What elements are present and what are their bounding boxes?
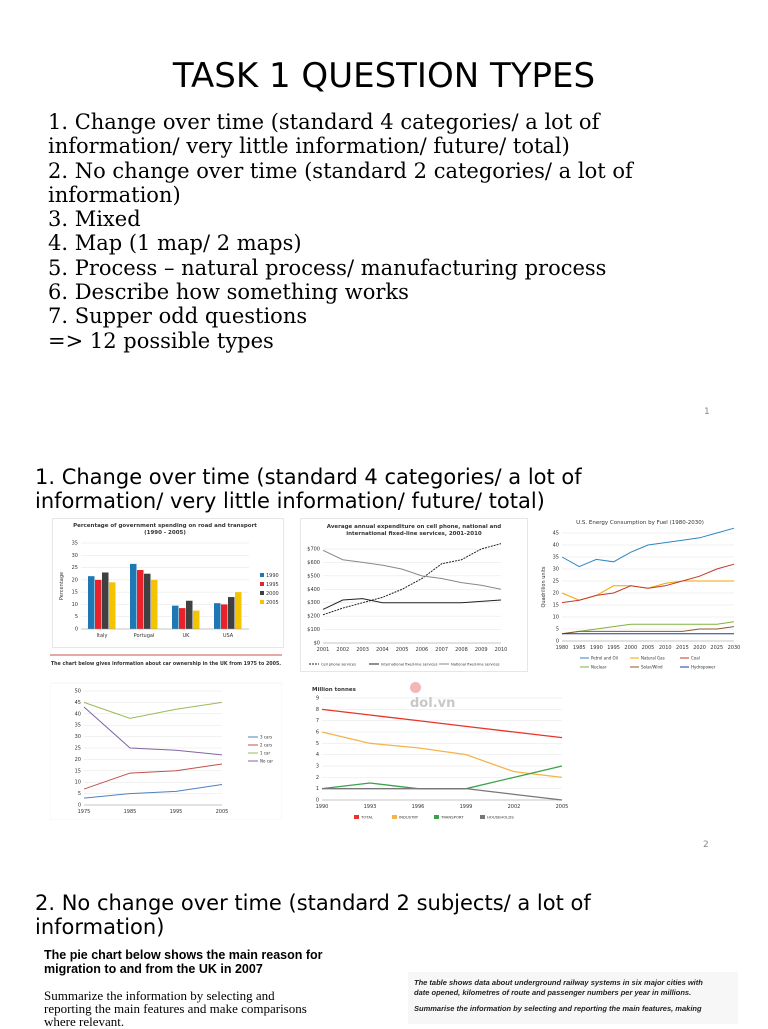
y-tick-label: 5 [77,791,81,798]
y-tick-label: 2 [315,774,319,781]
list-item: 7. Supper odd questions [48,304,308,329]
legend-label: 2000 [266,591,279,597]
x-tick-label: 2025 [710,645,724,651]
legend-swatch [260,573,264,577]
bar [172,606,179,629]
x-tick-label: Portugal [133,633,155,639]
y-tick-label: 5 [555,626,559,633]
list-item: information/ very little information/ future/ total) [48,134,570,159]
legend-label: 3 cars [260,734,273,740]
legend-label: Coal [691,655,700,661]
legend-label: HOUSEHOLDS [487,814,514,820]
x-tick-label: 2005 [215,809,229,815]
x-tick-label: 2001 [316,647,330,653]
heading-line: information/ very little information/ future/ total) [35,489,545,513]
legend-label: Cell phone services [321,662,356,667]
chart-title: international fixed-line services, 2001-2010 [346,531,482,537]
instruction-line: where relevant. [44,1014,125,1029]
x-tick-label: 1985 [572,645,586,651]
table-text-line: date opened, kilometres of route and passenger numbers per year in millions. [414,988,692,997]
x-tick-label: 2005 [395,647,409,653]
y-tick-label: 5 [74,614,78,621]
y-tick-label: $300 [307,600,320,607]
chart-frame [50,683,282,820]
bar [193,611,200,629]
legend-label: 1990 [266,573,279,579]
y-tick-label: $500 [307,573,320,580]
legend-swatch [260,591,264,595]
legend-label: International fixed-line services [381,662,438,667]
y-tick-label: 0 [555,638,559,645]
prompt-line: migration to and from the UK in 2007 [44,962,263,976]
bar [130,564,137,629]
x-tick-label: 1990 [315,804,329,810]
legend-label: 2005 [266,600,279,606]
bar [214,603,221,629]
series-line-nuclear [562,622,734,634]
bar [228,597,235,629]
page-number: 1 [704,407,710,417]
legend-swatch [260,600,264,604]
y-tick-label: 0 [74,626,78,633]
y-tick-label: 50 [74,688,81,695]
y-tick-label: 30 [552,566,559,573]
x-tick-label: 2005 [641,645,655,651]
y-tick-label: $700 [307,546,320,553]
x-tick-label: 1996 [411,804,425,810]
x-tick-label: 2002 [507,804,521,810]
bar [95,580,102,629]
y-tick-label: 7 [315,718,319,725]
y-tick-label: 35 [71,540,78,547]
table-text-line: Summarise the information by selecting and reporting the main features, making [414,1004,702,1013]
y-tick-label: $0 [313,640,320,647]
x-tick-label: 2020 [693,645,706,651]
x-tick-label: 2008 [455,647,468,653]
question-types-list [48,110,633,353]
list-item: 3. Mixed [48,207,141,232]
y-tick-label: $400 [307,586,320,593]
y-tick-label: 45 [74,699,81,706]
list-item: information) [48,182,181,207]
y-tick-label: 40 [74,711,81,718]
y-tick-label: 25 [71,565,78,572]
pie-chart-prompt [44,948,384,976]
watermark-text: dol.vn [410,696,456,711]
legend-label: Natural Gas [641,655,665,661]
x-tick-label: UK [182,633,190,639]
x-tick-label: 1990 [590,645,603,651]
series-line-international-fixed-line-services [323,599,501,610]
x-tick-label: Italy [96,633,108,639]
y-tick-label: 9 [315,695,319,702]
pie-chart-instructions [44,989,389,1028]
list-item: 6. Describe how something works [48,280,409,305]
table-text-line: The table shows data about underground railway systems in six major cities with [414,978,703,987]
section-heading [35,891,591,939]
heading-line: information) [35,915,165,939]
instruction-line: Summarize the information by selecting and [44,988,275,1003]
x-tick-label: 2005 [555,804,569,810]
x-tick-label: 1999 [459,804,473,810]
legend-label: 1 car [260,750,271,756]
legend-label: INDUSTRY [399,814,419,820]
x-tick-label: 2009 [474,647,488,653]
series-line-coal [562,564,734,602]
page-number: 2 [703,840,709,850]
prompt-line: The pie chart below shows the main reason for [44,948,323,962]
x-tick-label: 1995 [607,645,620,651]
bar [102,572,109,629]
series-line-total [322,709,562,737]
y-tick-label: 0 [315,797,319,804]
bar [137,570,144,629]
list-item: => 12 possible types [48,328,274,353]
table-question-box [408,972,738,1024]
chart-title: The chart below gives information about car ownership in the UK from 1975 to 2005. [50,662,282,667]
watermark [410,681,460,711]
x-tick-label: 1995 [169,809,183,815]
bar [186,601,193,629]
y-tick-label: 4 [315,752,319,759]
bar [235,592,242,629]
y-tick-label: 10 [552,614,559,621]
legend-label: Solar/Wind [641,664,663,670]
bar [179,608,186,629]
y-tick-label: 15 [552,602,559,609]
series-line-cell-phone-services [323,544,501,615]
x-tick-label: 2030 [727,645,740,651]
chart-title: U.S. Energy Consumption by Fuel (1980-2030) [576,520,704,526]
chart-title: Average annual expenditure on cell phone, national and [326,524,502,530]
y-tick-label: 20 [74,756,81,763]
y-tick-label: 6 [315,729,319,736]
legend-swatch [434,815,439,819]
x-tick-label: 2010 [658,645,672,651]
x-tick-label: 1980 [555,645,569,651]
y-tick-label: 30 [74,734,81,741]
y-tick-label: 35 [552,554,559,561]
table-question-text [408,972,738,1014]
logo-icon [410,682,421,693]
y-tick-label: 0 [77,802,81,809]
heading-line: 2. No change over time (standard 2 subjects/ a lot of [35,891,591,915]
x-tick-label: 2002 [336,647,350,653]
series-line-petrol-and-oil [562,528,734,566]
y-tick-label: 5 [315,740,319,747]
y-tick-label: 8 [315,706,319,713]
y-axis-label: Million tonnes [312,687,356,693]
y-tick-label: $100 [307,627,320,634]
list-item: 1. Change over time (standard 4 categories/ a lot of [48,110,600,134]
x-tick-label: 2000 [624,645,638,651]
chart-title: Percentage of government spending on road and transport [73,523,257,529]
legend-label: National fixed-line services [451,662,500,667]
bar [144,574,151,629]
heading-line: 1. Change over time (standard 4 categories/ a lot of [35,465,582,489]
x-tick-label: 1975 [77,809,91,815]
legend-label: No car [260,758,274,764]
y-tick-label: 15 [74,768,81,775]
y-axis-label: Quadrillion units [541,566,547,608]
x-tick-label: USA [222,633,234,639]
legend-label: Petrol and Oil [591,655,618,661]
y-tick-label: 25 [74,745,81,752]
y-tick-label: 10 [74,779,81,786]
y-tick-label: $600 [307,559,320,566]
legend-label: 2 cars [260,742,273,748]
legend-label: 1995 [266,582,279,588]
chart-title: (1990 - 2005) [144,530,186,536]
y-tick-label: 20 [71,577,78,584]
line-chart-expenditure [300,518,528,672]
legend-swatch [392,815,397,819]
y-tick-label: 40 [552,542,559,549]
list-item: 4. Map (1 map/ 2 maps) [48,231,302,256]
x-tick-label: 2010 [494,647,508,653]
legend-label: Nuclear [591,664,607,670]
series-line-households [322,789,562,800]
x-tick-label: 2004 [375,647,389,653]
bar [221,604,228,629]
y-tick-label: 20 [552,590,559,597]
y-tick-label: 1 [315,786,319,793]
legend-label: TOTAL [361,814,374,820]
y-tick-label: 45 [552,530,559,537]
legend-swatch [480,815,485,819]
instruction-line: reporting the main features and make comparisons [44,1001,307,1016]
x-tick-label: 2006 [415,647,429,653]
bar [109,582,116,629]
bar [151,580,158,629]
y-tick-label: 3 [315,763,319,770]
list-item: 2. No change over time (standard 2 categories/ a lot of [48,158,633,183]
section-heading [35,465,582,513]
bar [88,576,95,629]
page-title: TASK 1 QUESTION TYPES [172,56,596,96]
y-tick-label: 10 [71,601,78,608]
line-chart-car-ownership [50,653,282,820]
legend-label: Hydropower [691,664,716,670]
legend-swatch [354,815,359,819]
line-chart-energy-consumption [540,517,740,677]
legend-label: TRANSPORT [441,814,464,820]
y-tick-label: 15 [71,589,78,596]
x-tick-label: 1985 [123,809,137,815]
x-tick-label: 2003 [356,647,369,653]
y-tick-label: 25 [552,578,559,585]
x-tick-label: 2015 [676,645,689,651]
y-tick-label: 35 [74,722,81,729]
y-axis-label: Percentage [59,571,65,601]
y-tick-label: 30 [71,552,78,559]
legend-swatch [260,582,264,586]
bar-chart-road-transport [52,518,284,648]
y-tick-label: $200 [307,613,320,620]
x-tick-label: 2007 [435,647,449,653]
list-item: 5. Process – natural process/ manufacturing process [48,255,607,280]
x-tick-label: 1993 [363,804,377,810]
